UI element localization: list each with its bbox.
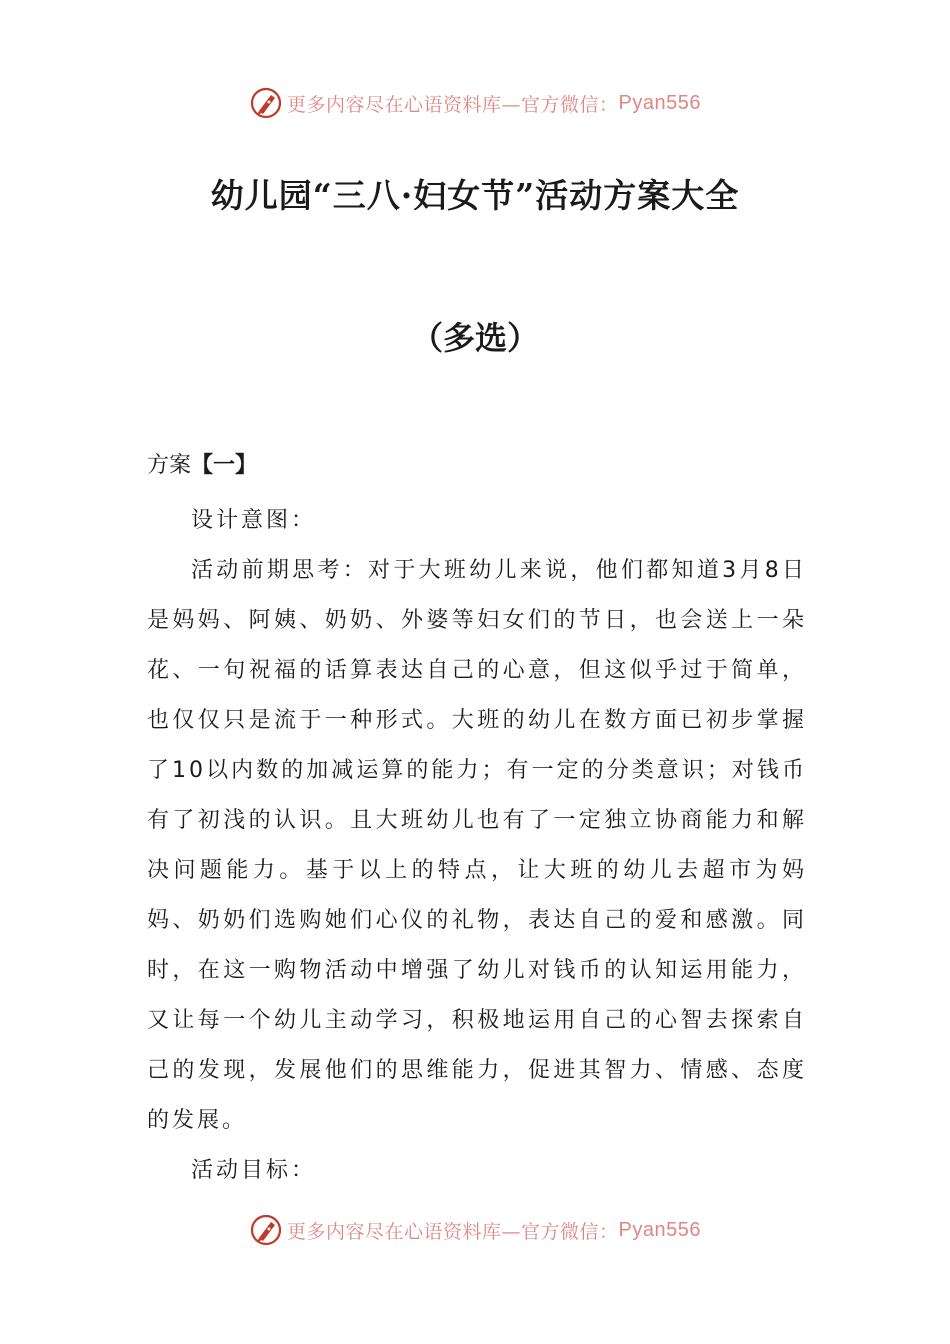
paragraph-pre-activity-thinking: 活动前期思考：对于大班幼儿来说，他们都知道3月8日是妈妈、阿姨、奶奶、外婆等妇女们的节日，也会送上一朵花、一句祝福的话算表达自己的心意，但这似乎过于简单，也仅仅只是流于一种形式。大班的幼儿在数方面已初步掌握了10以内数的加减运算的能力；有一定的分类意识；对钱币有了初浅的认识。且大班幼儿也有了一定独立协商能力和解决问题能力。基于以上的特点，让大班的幼儿去超市为妈妈、奶奶们选购她们心仪的礼物，表达自己的爱和感激。同时，在这一购物活动中增强了幼儿对钱币的认知运用能力，又让每一个幼儿主动学习，积极地运用自己的心智去探索自己的发现，发展他们的思维能力，促进其智力、情感、态度的发展。 (147, 558, 807, 1133)
section-number: 【一】 (191, 453, 258, 478)
pen-nib-logo-icon (249, 1213, 283, 1247)
paragraph-activity-goals: 活动目标： (191, 1158, 317, 1183)
section-heading (147, 451, 257, 481)
document-subtitle: （多选） (410, 319, 539, 357)
section-label: 方案 (147, 453, 192, 478)
footer-watermark (0, 1210, 950, 1250)
watermark-text: 更多内容尽在心语资料库—官方微信： (287, 93, 619, 116)
document-body (147, 496, 807, 1196)
header-watermark (0, 83, 950, 123)
watermark-text: 更多内容尽在心语资料库—官方微信： (287, 1220, 619, 1243)
watermark-wechat-id: Pyan556 (618, 1218, 701, 1241)
watermark-wechat-id: Pyan556 (618, 91, 701, 114)
document-title: 幼儿园“三八·妇女节”活动方案大全 (210, 176, 740, 215)
paragraph-design-intent: 设计意图： (191, 508, 317, 533)
pen-nib-logo-icon (249, 86, 283, 120)
